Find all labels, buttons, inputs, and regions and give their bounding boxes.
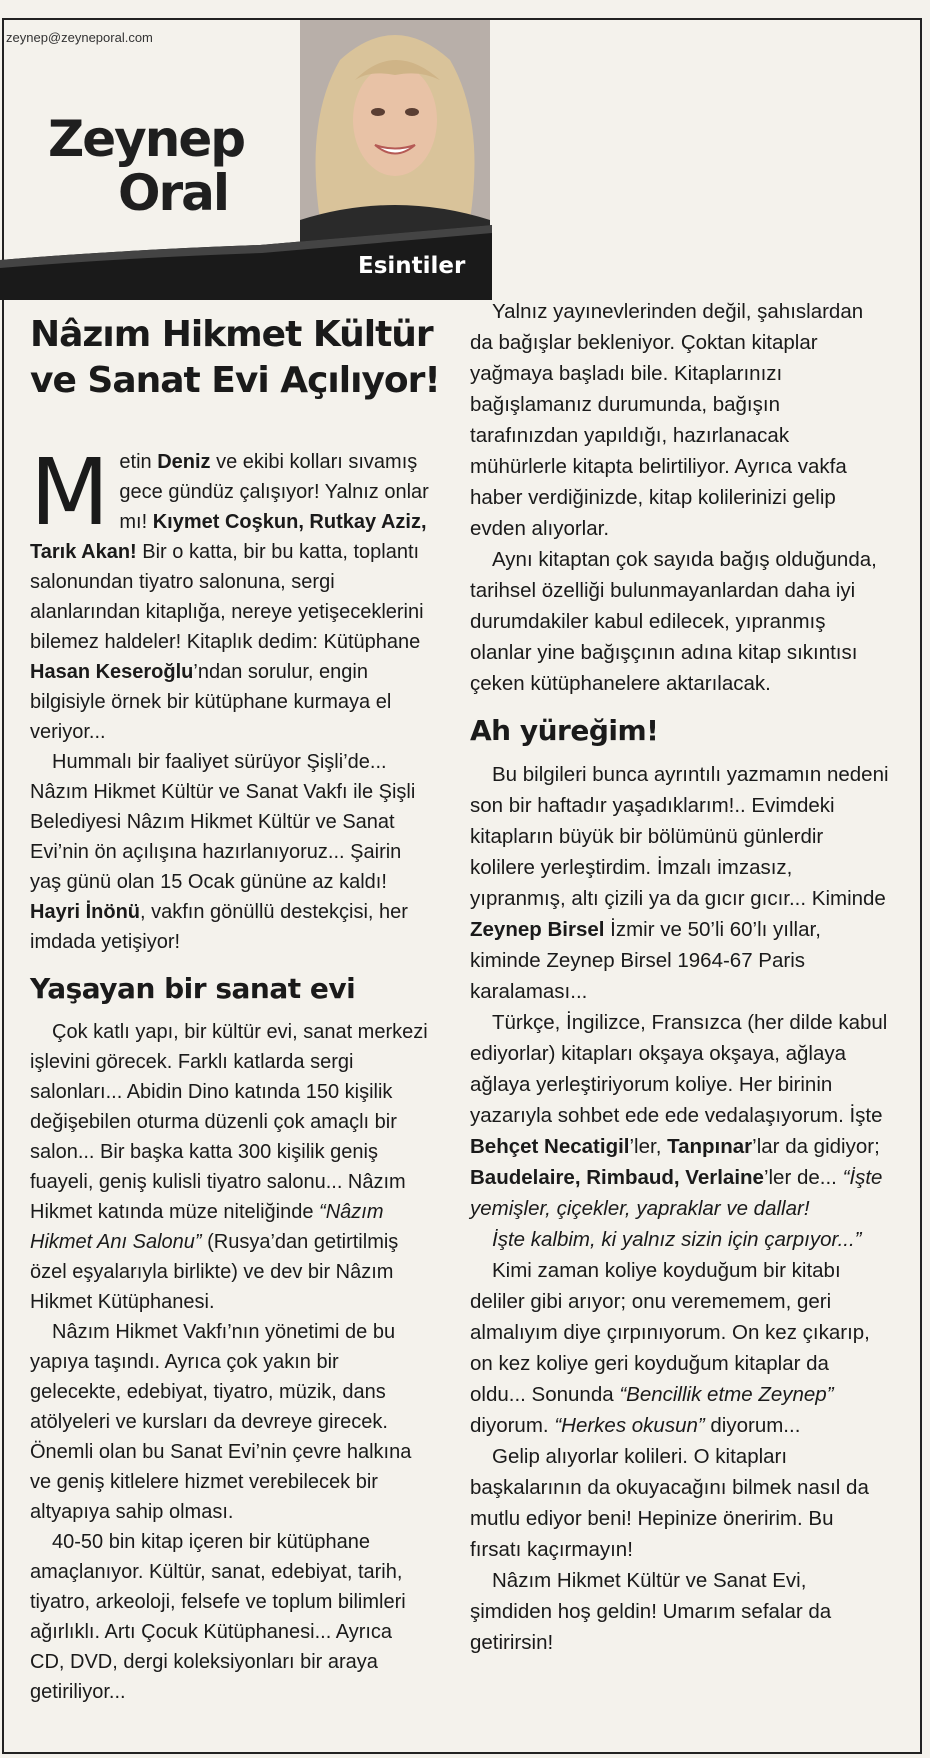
text-run: Türkçe, İngilizce, Fransızca (her dilde kabul ediyorlar) kitapları okşaya okşaya, ağlaya ağlaya yerleştiriyorum koliye. Her birinin yazarıyla sohbet ede ede vedalaşıyorum. İşte: [470, 1011, 888, 1127]
author-portrait: [300, 20, 490, 260]
bold-name: Behçet Necatigil: [470, 1135, 630, 1158]
text-run: ’lar da gidiyor;: [752, 1135, 880, 1158]
bold-name: Kıymet Coşkun, Rutkay Aziz, Tarık Akan!: [30, 511, 427, 563]
text-run: Nâzım Hikmet Kültür ve Sanat Evi, şimdiden hoş geldin! Umarım sefalar da getirirsin!: [470, 1569, 832, 1654]
text-run: Bu bilgileri bunca ayrıntılı yazmamın nedeni son bir haftadır yaşadıklarım!.. Evimdeki kitapların büyük bir bölümünü günlerdir kolilere yerleştirdim. İmzalı imzasız, yıpranmış, altı çizili ya da gıcır gıcır... Kiminde: [470, 763, 889, 910]
paragraph: [30, 1527, 430, 1707]
paragraph: [470, 296, 890, 544]
paragraph: [30, 1317, 430, 1527]
text-run: (Rusya’dan getirtilmiş özel eşyalarıyla birlikte) ve dev bir Nâzım Hikmet Kütüphanesi.: [30, 1231, 399, 1313]
paragraph: [470, 1007, 890, 1224]
author-email[interactable]: zeynep@zeyneporal.com: [6, 30, 153, 45]
text-run: Yalnız yayınevlerinden değil, şahıslardan da bağışlar bekleniyor. Çoktan kitaplar yağmaya başladı bile. Kitaplarınızı bağışlamanız durumunda, bağışın tarafınızdan yapıldığı, hazırlanacak mühürlerle kitapta belirtiliyor. Ayrıca vakfa haber verdiğinizde, kitap kolilerinizi gelip evden alıyorlar.: [470, 300, 864, 540]
paragraph: [470, 1255, 890, 1441]
subheading-ah-yuregim: Ah yüreğim!: [470, 714, 659, 747]
column-left: [30, 439, 430, 1707]
paragraph: [470, 759, 890, 1007]
author-photo-icon: [300, 20, 490, 260]
text-run: Gelip alıyorlar kolileri. O kitapları başkalarının da okuyacağını bilmek nasıl da mutlu ediyor beni! Hepinize öneririm. Bu fırsatı kaçırmayın!: [470, 1445, 869, 1561]
paragraph: [470, 1224, 890, 1255]
text-run: ’ndan sorulur, engin bilgisiyle örnek bir kütüphane kurmaya el veriyor...: [30, 661, 392, 743]
text-run: ’ler de...: [763, 1166, 843, 1189]
bold-name: Deniz: [157, 451, 211, 473]
subheading-living-art-house: Yaşayan bir sanat evi: [30, 972, 356, 1005]
text-run: etin: [119, 451, 158, 473]
text-run: Hummalı bir faaliyet sürüyor Şişli’de... Nâzım Hikmet Kültür ve Sanat Vakfı ile Şişli Belediyesi Nâzım Hikmet Kültür ve Sanat Evi’nin ön açılışına hazırlanıyoruz... Şairin yaş günü olan 15 Ocak gününe az kaldı!: [30, 751, 416, 893]
paragraph: [30, 1017, 430, 1317]
author-name-line1: Zeynep: [48, 110, 245, 168]
quote: İşte kalbim, ki yalnız sizin için çarpıyor...”: [492, 1228, 862, 1251]
column-header: [0, 20, 492, 290]
author-name-line2: Oral: [118, 164, 229, 222]
bold-name: Tanpınar: [667, 1135, 753, 1158]
section-tag: Esintiler: [358, 253, 466, 279]
paragraph: [470, 544, 890, 699]
headline-line1: Nâzım Hikmet Kültür: [30, 314, 433, 355]
bold-name: Zeynep Birsel: [470, 918, 605, 941]
quote: “Herkes okusun”: [554, 1414, 705, 1437]
column-right: [470, 40, 890, 1658]
paragraph: [30, 747, 430, 957]
text-run: Kimi zaman koliye koyduğum bir kitabı deliler gibi arıyor; onu verememem, geri almalıyım diye çırpınıyorum. On kez çıkarıp, on kez koliye geri koyduğum kitaplar da oldu... Sonunda: [470, 1259, 870, 1406]
headline-line2: ve Sanat Evi Açılıyor!: [30, 360, 440, 401]
author-name: [48, 112, 244, 220]
paragraph: [470, 1565, 890, 1658]
quote: “Nâzım Hikmet Anı Salonu”: [30, 1201, 384, 1253]
text-run: 40-50 bin kitap içeren bir kütüphane amaçlanıyor. Kültür, sanat, edebiyat, tarih, tiyatro, arkeoloji, felsefe ve toplum bilimleri ağırlıklı. Artı Çocuk Kütüphanesi... Ayrıca CD, DVD, dergi koleksiyonları bir araya getiriliyor...: [30, 1531, 406, 1703]
text-run: Bir o katta, bir bu katta, toplantı salonundan tiyatro salonuna, sergi alanlarından kitaplığa, nereye yetişeceklerini bilemez haldeler! Kitaplık dedim: Kütüphane: [30, 541, 424, 653]
text-run: ve ekibi kolları sıvamış gece gündüz çalışıyor! Yalnız onlar mı!: [119, 451, 429, 533]
text-run: diyorum.: [470, 1414, 555, 1437]
quote: “İşte yemişler, çiçekler, yapraklar ve dallar!: [470, 1166, 883, 1220]
text-run: İzmir ve 50’li 60’lı yıllar, kiminde Zeynep Birsel 1964-67 Paris karalaması...: [470, 918, 821, 1003]
bold-name: Baudelaire, Rimbaud, Verlaine: [470, 1166, 764, 1189]
text-run: Nâzım Hikmet Vakfı’nın yönetimi de bu yapıya taşındı. Ayrıca çok yakın bir gelecekte, edebiyat, tiyatro, müzik, dans atölyeleri ve kursları da devreye girecek. Önemli olan bu Sanat Evi’nin çevre halkına ve geniş kitlelere hizmet verebilecek bir altyapıya sahip olması.: [30, 1321, 412, 1523]
bold-name: Hayri İnönü: [30, 901, 141, 923]
paragraph: [30, 439, 430, 747]
article-headline: [30, 312, 500, 404]
text-run: Çok katlı yapı, bir kültür evi, sanat merkezi işlevini görecek. Farklı katlarda sergi salonları... Abidin Dino katında 150 kişilik değişebilen oturma düzenli çok amaçlı bir salon... Bir başka katta 300 kişilik geniş fuayeli, geniş kulisli tiyatro salonu... Nâzım Hikmet katında müze niteliğinde: [30, 1021, 428, 1223]
text-run: diyorum...: [704, 1414, 801, 1437]
paragraph: [470, 1441, 890, 1565]
text-run: ’ler,: [629, 1135, 668, 1158]
text-run: Aynı kitaptan çok sayıda bağış olduğunda, tarihsel özelliği bulunmayanlardan daha iyi durumdakiler kabul edilecek, yıpranmış olanlar yine bağışçının adına kitap sıkıntısı çeken kütüphanelere aktarılacak.: [470, 548, 877, 695]
drop-cap: M: [30, 439, 110, 546]
quote: “Bencillik etme Zeynep”: [619, 1383, 834, 1406]
bold-name: Hasan Keseroğlu: [30, 661, 194, 683]
text-run: , vakfın gönüllü destekçisi, her imdada yetişiyor!: [30, 901, 408, 953]
